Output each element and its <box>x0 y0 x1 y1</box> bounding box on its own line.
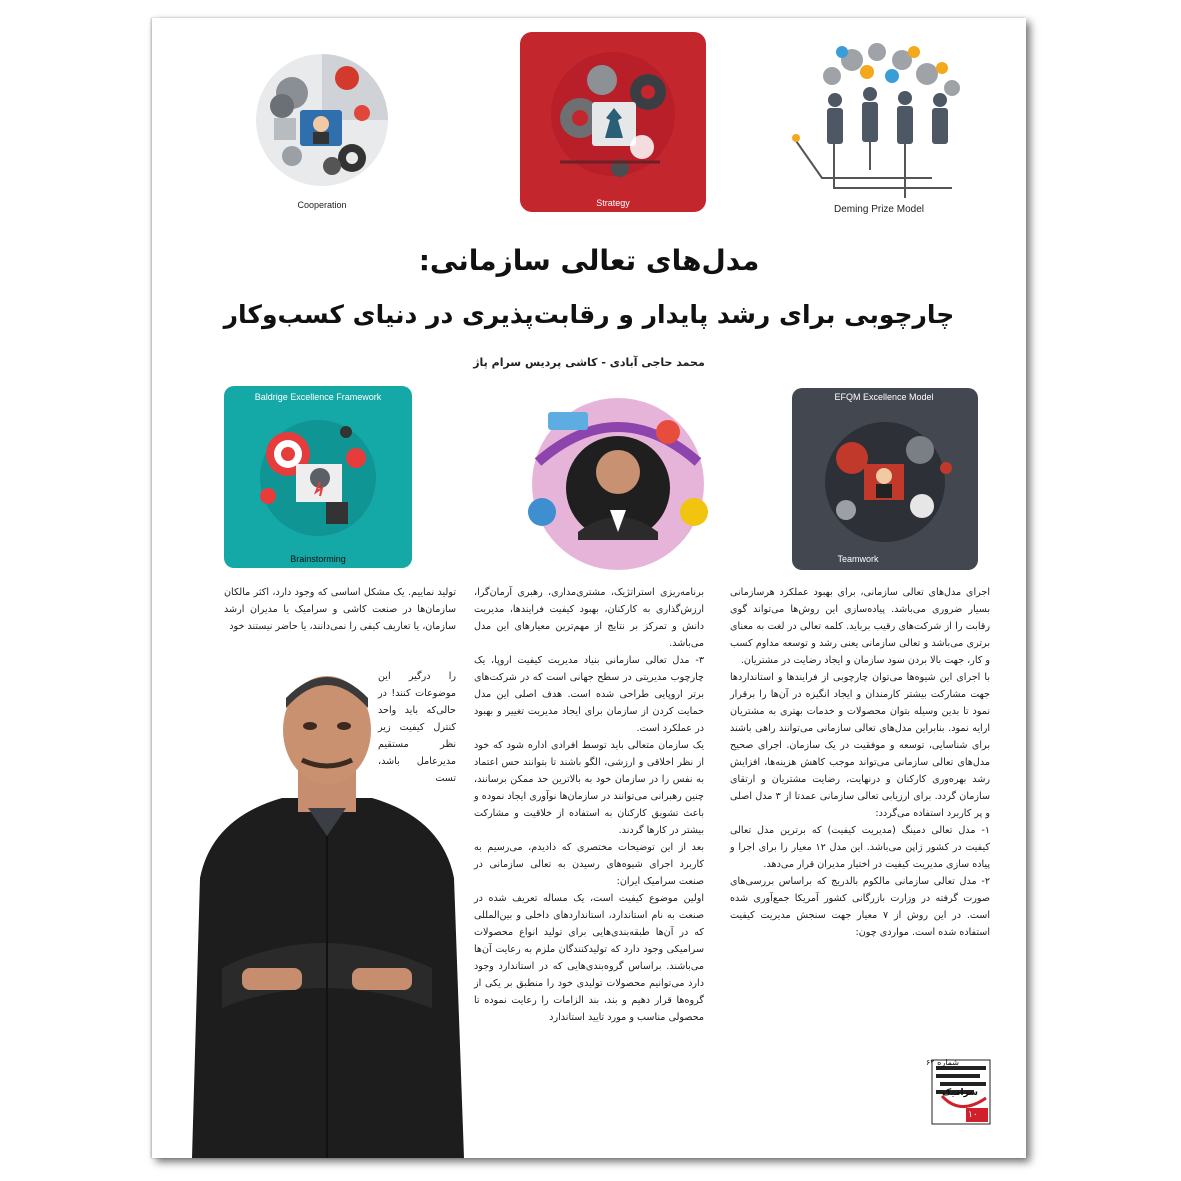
article-author: محمد حاجی آبادی - کاشی پردیس سرام پاژ <box>473 356 705 369</box>
cooperation-illustration <box>252 48 392 208</box>
article-column-left-bottom: را درگیر این موضوعات کنند! در حالی‌که باید واحد کنترل کیفیت زیر نظر مستقیم مدیرعامل باشد، تست <box>378 671 456 784</box>
baldrige-illustration <box>224 386 412 568</box>
deming-caption: Deming Prize Model <box>833 204 925 215</box>
issue-number: شماره ۶۲ <box>926 1058 959 1067</box>
page-number: ۱۰ <box>968 1110 978 1120</box>
article-column-left-top: تولید نماییم. یک مشکل اساسی که وجود دارد، اکثر مالکان سازمان‌ها در صنعت کاشی و سرامیک یا مدیران ارشد سازمان، یا تعاریف کیفی را نمی‌دانند، یا حاضر نیستند خود <box>224 587 456 632</box>
efqm-caption: Teamwork <box>837 554 879 564</box>
article-subtitle: چارچوبی برای رشد پایدار و رقابت‌پذیری در دنیای کسب‌وکار <box>223 300 955 329</box>
article-title: مدل‌های تعالی سازمانی: <box>418 244 760 277</box>
magazine-page <box>152 18 1026 1158</box>
baldrige-header: Baldrige Excellence Framework <box>254 392 382 402</box>
author-portrait-illustration <box>518 392 718 576</box>
baldrige-caption: Brainstorming <box>290 554 346 564</box>
cooperation-caption: Cooperation <box>297 200 347 210</box>
efqm-header: EFQM Excellence Model <box>834 392 934 402</box>
article-column-right: اجرای مدل‌های تعالی سازمانی، برای بهبود عملکرد هرسازمانی بسیار ضروری می‌باشد. پیاده‌سازی این روش‌ها می‌تواند گوی رقابت را از شرکت‌های رقیب برباید. کلمه تعالی در لغت به معنای برتری می‌باشد و تعالی سازمانی یعنی رشد و توسعه مداوم کسب و کار، جهت بالا بردن سود سازمان و ایجاد رضایت در مشتریان. با اجرای این شیوه‌ها می‌توان چارچوبی از فرایندها و استانداردها جهت مشارکت بیشتر کارمندان و ایجاد انگیزه در آن‌ها را برقرار نمود تا بدین وسیله بتوان محصولات و خدمات بهتری به مشتریان ارایه نمود. بنابراین مدل‌های تعالی سازمانی می‌توانند راهی باشند برای شناسایی، توسعه و موفقیت در یک سازمان. اجرای صحیح مدل‌های تعالی سازمانی می‌تواند موجب کاهش هزینه‌ها، افزایش رشد بهره‌وری کارکنان و درنهایت، رضایت مشتریان و ارتقای سازمان گردد. برای ارزیابی تعالی سازمانی عمدتا از ۳ مدل اصلی و پر کاربرد استفاده می‌گردد: ۱- مدل تعالی دمینگ (مدیریت کیفیت) که برترین مدل تعالی کیفیت در کشور ژاپن می‌باشد. این مدل ۱۲ معیار را برای اجرا و پیاده سازی مدیریت کیفیت در اختیار مدیران قرار می‌دهد. ۲- مدل تعالی سازمانی مالکوم بالدریج که براساس بررسی‌های صورت گرفته در وزارت بازرگانی کشور آمریکا جمع‌آوری شده است. در این روش از ۷ معیار جهت سنجش مدیریت کیفیت استفاده شده است. مواردی چون: <box>730 587 991 938</box>
deming-illustration <box>782 38 972 214</box>
article-column-middle: برنامه‌ریزی استراتژیک، مشتری‌مداری، رهبری آرمان‌گرا، ارزش‌گذاری به کارکنان، بهبود کیفیت فرایندها، مدیریت دانش و تمرکز بر نتایج از مهم‌ترین معیارهای این مدل می‌باشد. ۳- مدل تعالی سازمانی بنیاد مدیریت کیفیت اروپا، یک چارچوب مدیریتی در سطح جهانی است که در شرکت‌های برتر اروپایی طراحی شده است. هدف اصلی این مدل حمایت کردن از سازمان برای ایجاد مدیریت تغییر و بهبود در عملکرد است. یک سازمان متعالی باید توسط افرادی اداره شود که خود از نظر اخلاقی و ارزشی، الگو باشند تا بتوانند حس اعتماد به نفس را در سازمان خود به بالاترین حد ممکن برسانند، چنین رهبرانی می‌توانند در سازمان‌ها نوآوری ایجاد نموده و باعث تشویق کارکنان به استفاده از خلاقیت و مشارکت بیشتر در کارها گردند. بعد از این توضیحات مختصری که دادیدم، می‌رسیم به کاربرد اجرای شیوه‌های رسیدن به تعالی سازمانی در صنعت سرامیک ایران: اولین موضوع کیفیت است، یک مساله تعریف شده در صنعت به نام استاندارد، استانداردهای داخلی و بین‌المللی که در آن‌ها طبقه‌بندی‌هایی برای تولید انواع محصولات سرامیکی وجود دارد که تولیدکنندگان ملزم به رعایت آن‌ها می‌باشند. براساس گروه‌بندی‌هایی که در استاندارد وجود دارد می‌توانیم محصولات تولیدی خود را منطبق بر یکی از گروه‌ها قرار دهیم و بند، بند الزامات را رعایت نموده تا محصولی مناسب و مورد تایید استاندارد <box>474 587 704 1023</box>
efqm-illustration <box>792 388 978 570</box>
author-photo <box>182 668 472 1158</box>
magazine-name: سرامیک <box>942 1088 978 1098</box>
strategy-caption: Strategy <box>596 198 630 208</box>
strategy-illustration <box>520 32 706 212</box>
